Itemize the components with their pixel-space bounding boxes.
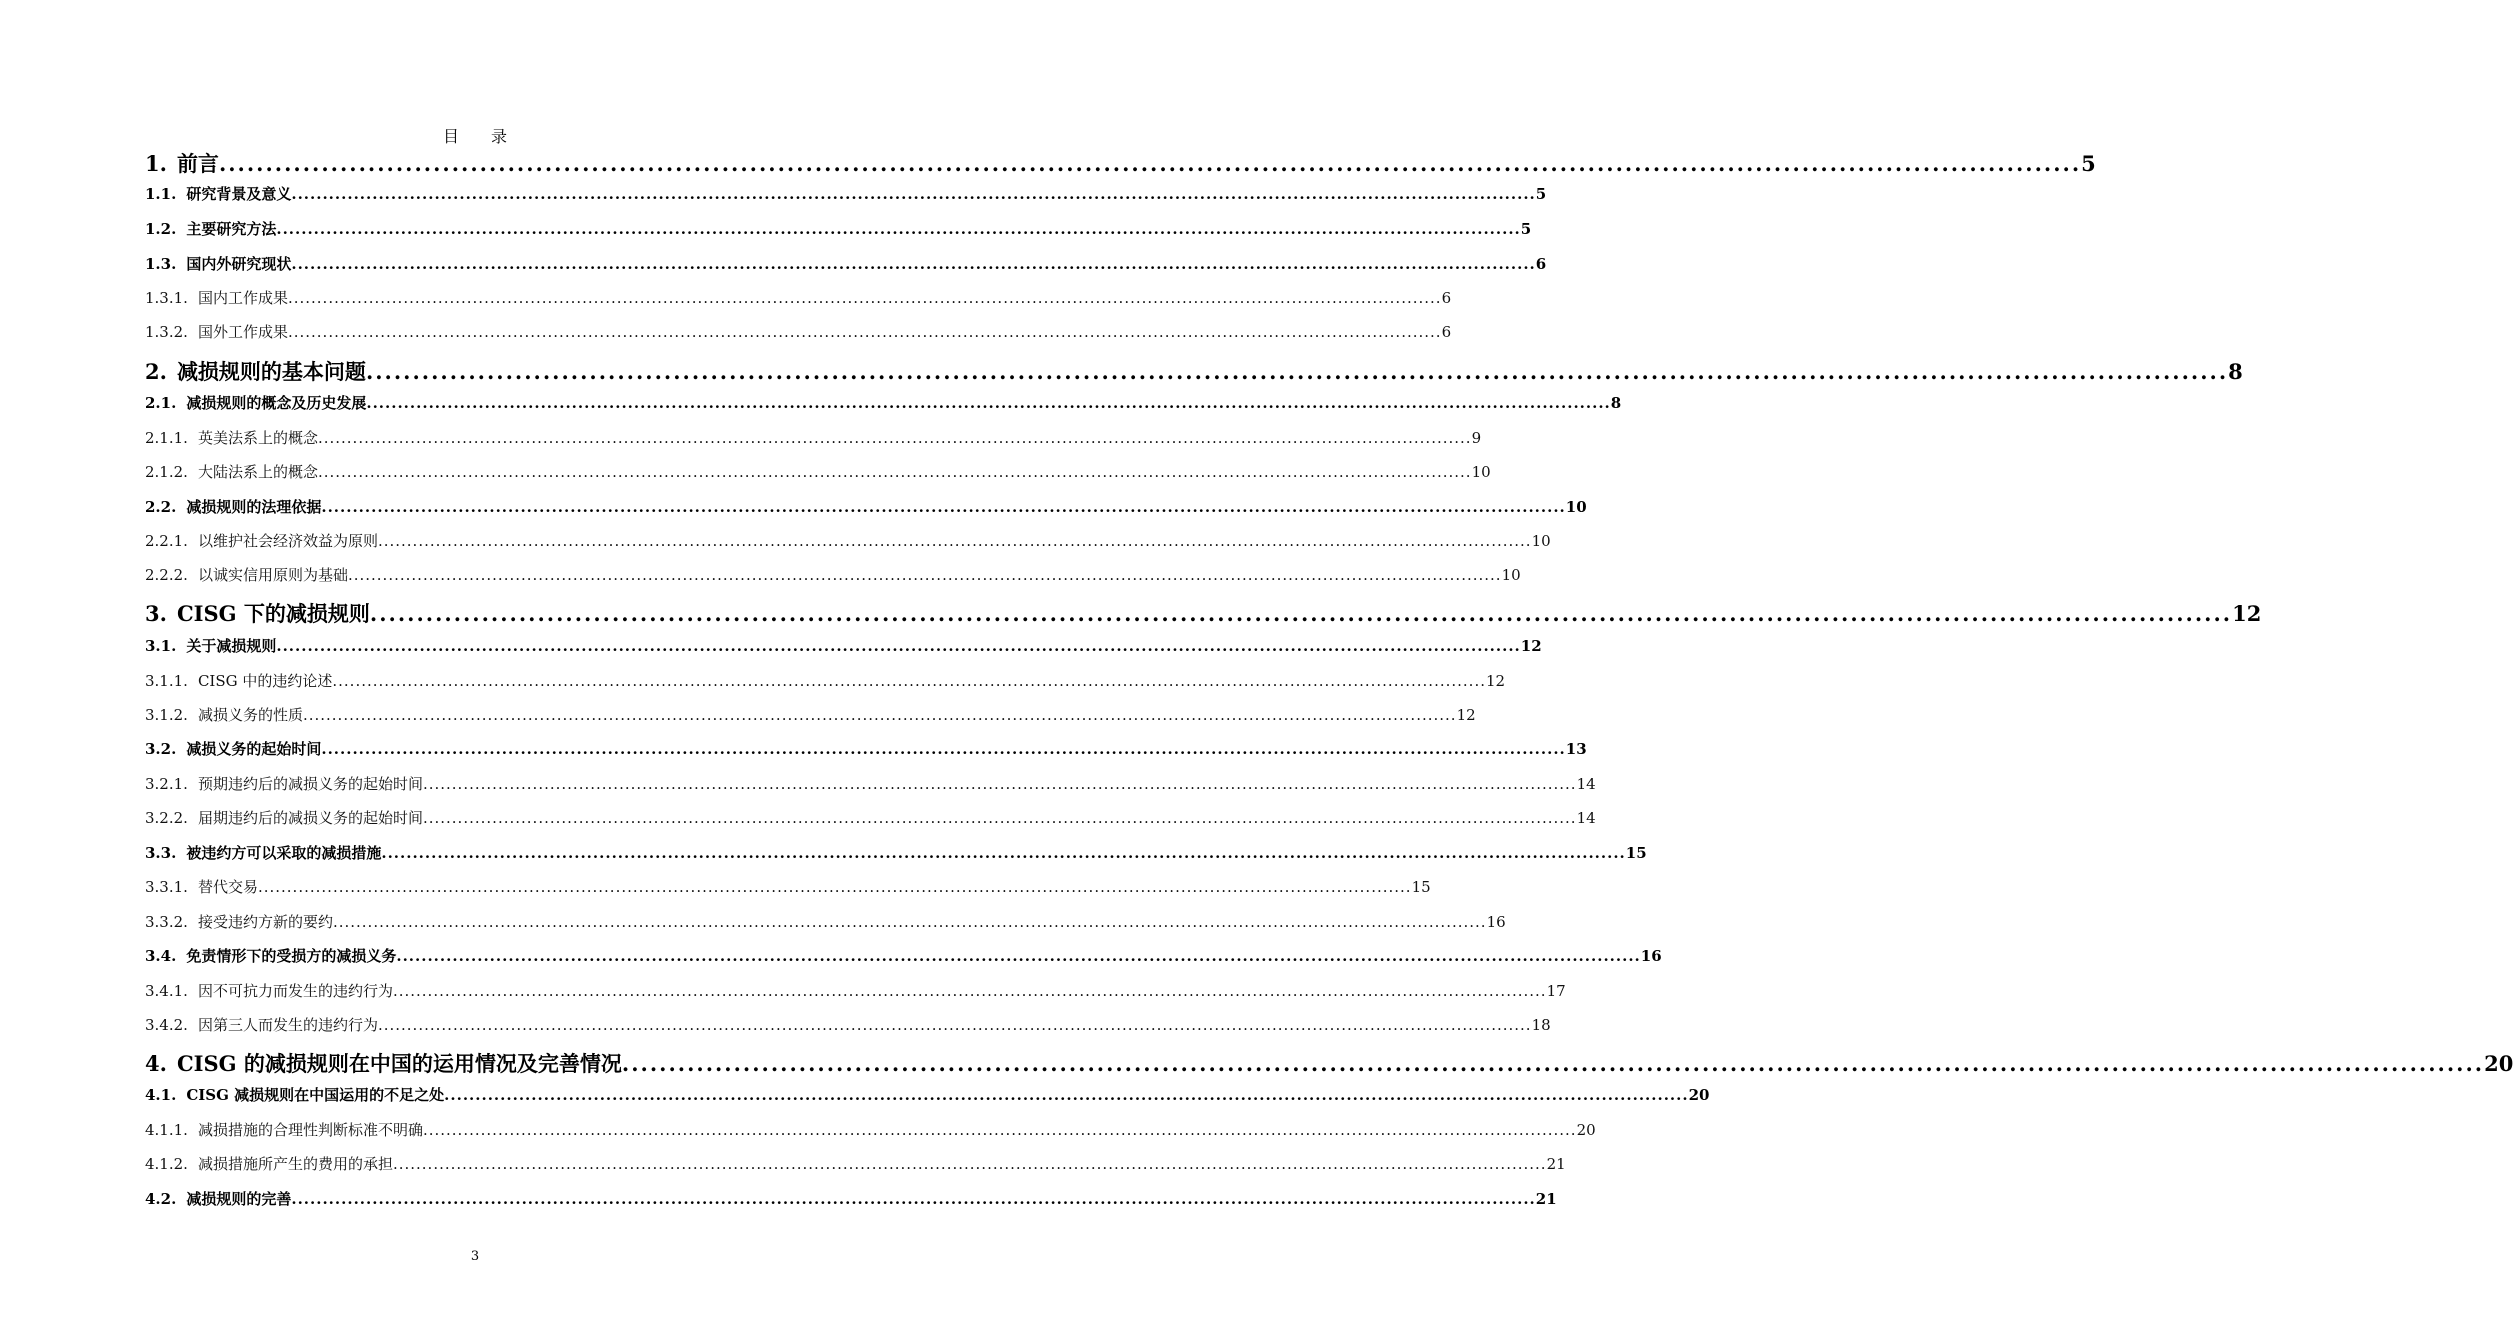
toc-leader-dots: ........................................................................................................................................................................................................ [392, 982, 1547, 1000]
toc-entry-page: 16 [1640, 947, 1662, 965]
toc-entry-page: 18 [1531, 1016, 1551, 1034]
toc-entry-level3[interactable] [145, 427, 1482, 451]
toc-entry-level3[interactable] [145, 704, 1476, 728]
toc-entry-number: 1.1. [145, 185, 177, 203]
toc-entry-label: 因第三人而发生的违约行为 [197, 1016, 378, 1034]
toc-entry-page: 12 [1486, 672, 1506, 690]
toc-leader-dots: ........................................................................................................................................................................................................ [377, 532, 1532, 550]
toc-entry-number: 2.2. [145, 498, 177, 516]
toc-entry-label: 预期违约后的减损义务的起始时间 [197, 775, 423, 793]
toc-entry-number: 2.2.2. [145, 566, 188, 584]
toc-entry-label: 减损义务的起始时间 [186, 740, 322, 758]
toc-entry-page: 15 [1411, 878, 1431, 896]
toc-entry-level3[interactable] [145, 911, 1506, 935]
toc-entry-label: 主要研究方法 [186, 220, 277, 238]
toc-entry-label: 国内工作成果 [197, 289, 288, 307]
toc-entry-level3[interactable] [145, 773, 1596, 797]
toc-entry-level1[interactable] [145, 1048, 2513, 1078]
toc-entry-number: 2.1.1. [145, 429, 188, 447]
toc-entry-page: 8 [1610, 394, 1622, 412]
toc-entry-level3[interactable] [145, 1153, 1566, 1177]
toc-leader-dots: ........................................................................................................................................................................................................ [422, 809, 1577, 827]
toc-title: 目 录 [442, 127, 507, 146]
toc-entry-page: 14 [1576, 775, 1596, 793]
toc-leader-dots: ........................................................................................................................................................................................................ [332, 913, 1487, 931]
toc-entry-number: 3.4. [145, 947, 177, 965]
toc-entry-number: 1.3.1. [145, 289, 188, 307]
toc-entry-level1[interactable] [145, 598, 2262, 628]
toc-entry-page: 10 [1531, 532, 1551, 550]
toc-entry-label: 英美法系上的概念 [197, 429, 318, 447]
page-number: 3 [470, 1249, 480, 1264]
toc-leader-dots: ........................................................................................................................................................................................................ [369, 601, 2233, 626]
toc-entry-page: 21 [1546, 1155, 1566, 1173]
toc-entry-number: 1.3. [145, 255, 177, 273]
toc-entry-label: 国外工作成果 [197, 323, 288, 341]
toc-entry-level1[interactable] [145, 356, 2243, 386]
toc-entry-label: 减损规则的法理依据 [186, 498, 322, 516]
toc-entry-number: 2.2.1. [145, 532, 188, 550]
toc-entry-number: 3.4.2. [145, 1016, 188, 1034]
toc-entry-level2[interactable] [145, 842, 1647, 866]
toc-entry-page: 12 [1456, 706, 1476, 724]
toc-entry-number: 3.4.1. [145, 982, 188, 1000]
toc-entry-level2[interactable] [145, 392, 1622, 416]
toc-entry-label: 减损规则的基本问题 [176, 359, 366, 384]
toc-entry-page: 12 [1520, 637, 1542, 655]
toc-entry-label: 研究背景及意义 [186, 185, 292, 203]
toc-entry-page: 12 [2232, 601, 2262, 626]
toc-entry-level3[interactable] [145, 461, 1491, 485]
toc-entry-number: 3.2. [145, 740, 177, 758]
toc-entry-label: CISG 下的减损规则 [176, 601, 370, 626]
toc-entry-number: 3. [145, 601, 167, 626]
toc-entry-label: 减损规则的概念及历史发展 [186, 394, 367, 412]
toc-leader-dots: ........................................................................................................................................................................................................ [321, 498, 1566, 516]
toc-entry-number: 3.2.2. [145, 809, 188, 827]
toc-entry-level2[interactable] [145, 183, 1547, 207]
toc-leader-dots: ........................................................................................................................................................................................................ [218, 151, 2082, 176]
toc-entry-page: 20 [1688, 1086, 1710, 1104]
toc-entry-level3[interactable] [145, 287, 1452, 311]
toc-entry-label: 以诚实信用原则为基础 [197, 566, 348, 584]
toc-entry-label: 替代交易 [197, 878, 258, 896]
toc-entry-number: 3.2.1. [145, 775, 188, 793]
toc-entry-number: 4.1.2. [145, 1155, 188, 1173]
toc-leader-dots: ........................................................................................................................................................................................................ [276, 637, 1521, 655]
toc-entry-page: 5 [1535, 185, 1547, 203]
toc-entry-page: 10 [1565, 498, 1587, 516]
toc-entry-label: 前言 [176, 151, 219, 176]
toc-entry-page: 5 [2081, 151, 2096, 176]
toc-leader-dots: ........................................................................................................................................................................................................ [396, 947, 1641, 965]
toc-leader-dots: ........................................................................................................................................................................................................ [621, 1051, 2485, 1076]
toc-entry-page: 17 [1546, 982, 1566, 1000]
toc-entry-number: 4.1. [145, 1086, 177, 1104]
toc-leader-dots: ........................................................................................................................................................................................................ [287, 289, 1442, 307]
toc-leader-dots: ........................................................................................................................................................................................................ [287, 323, 1442, 341]
toc-entry-number: 4.2. [145, 1190, 177, 1208]
toc-entry-level2[interactable] [145, 253, 1547, 277]
toc-leader-dots: ........................................................................................................................................................................................................ [332, 672, 1486, 690]
toc-entry-label: CISG 的减损规则在中国的运用情况及完善情况 [176, 1051, 622, 1076]
toc-leader-dots: ........................................................................................................................................................................................................ [317, 463, 1472, 481]
toc-entry-number: 1.2. [145, 220, 177, 238]
toc-entry-label: 因不可抗力而发生的违约行为 [197, 982, 393, 1000]
toc-leader-dots: ........................................................................................................................................................................................................ [317, 429, 1472, 447]
toc-entry-page: 10 [1501, 566, 1521, 584]
toc-entry-page: 5 [1520, 220, 1532, 238]
toc-entry-page: 6 [1441, 289, 1452, 307]
toc-entry-number: 1. [145, 151, 167, 176]
toc-entry-level3[interactable] [145, 1119, 1596, 1143]
toc-entry-label: 以维护社会经济效益为原则 [197, 532, 378, 550]
toc-entry-level2[interactable] [145, 738, 1587, 762]
toc-entry-label: CISG 减损规则在中国运用的不足之处 [186, 1086, 445, 1104]
toc-entry-page: 21 [1535, 1190, 1557, 1208]
toc-entry-level2[interactable] [145, 496, 1587, 520]
toc-entry-level3[interactable] [145, 807, 1596, 831]
toc-entry-level2[interactable] [145, 635, 1542, 659]
toc-entry-label: 免责情形下的受损方的减损义务 [186, 947, 397, 965]
toc-leader-dots: ........................................................................................................................................................................................................ [291, 255, 1536, 273]
toc-leader-dots: ........................................................................................................................................................................................................ [377, 1016, 1532, 1034]
toc-leader-dots: ........................................................................................................................................................................................................ [276, 220, 1521, 238]
toc-entry-level3[interactable] [145, 1014, 1551, 1038]
toc-leader-dots: ........................................................................................................................................................................................................ [381, 844, 1626, 862]
toc-entry-label: 大陆法系上的概念 [197, 463, 318, 481]
toc-leader-dots: ........................................................................................................................................................................................................ [347, 566, 1502, 584]
toc-entry-label: 届期违约后的减损义务的起始时间 [197, 809, 423, 827]
toc-entry-level2[interactable] [145, 218, 1532, 242]
toc-entry-level2[interactable] [145, 1084, 1710, 1108]
toc-entry-level3[interactable] [145, 321, 1452, 345]
toc-entry-label: 关于减损规则 [186, 637, 277, 655]
toc-entry-page: 10 [1471, 463, 1491, 481]
toc-entry-page: 16 [1486, 913, 1506, 931]
toc-entry-page: 15 [1625, 844, 1647, 862]
toc-entry-label: CISG 中的违约论述 [197, 672, 333, 690]
toc-entry-level3[interactable] [145, 530, 1551, 554]
toc-entry-number: 2.1. [145, 394, 177, 412]
toc-entry-page: 20 [1576, 1121, 1596, 1139]
toc-entry-number: 4.1.1. [145, 1121, 188, 1139]
toc-entry-label: 减损义务的性质 [197, 706, 303, 724]
toc-entry-number: 2.1.2. [145, 463, 188, 481]
toc-entry-number: 3.3. [145, 844, 177, 862]
toc-entry-page: 20 [2484, 1051, 2513, 1076]
toc-leader-dots: ........................................................................................................................................................................................................ [302, 706, 1457, 724]
toc-entry-page: 9 [1471, 429, 1482, 447]
toc-entry-page: 6 [1535, 255, 1547, 273]
toc-leader-dots: ........................................................................................................................................................................................................ [257, 878, 1412, 896]
toc-leader-dots: ........................................................................................................................................................................................................ [321, 740, 1566, 758]
toc-entry-level3[interactable] [145, 564, 1521, 588]
toc-entry-label: 国内外研究现状 [186, 255, 292, 273]
toc-entry-number: 2. [145, 359, 167, 384]
toc-leader-dots: ........................................................................................................................................................................................................ [444, 1086, 1689, 1104]
toc-entry-page: 13 [1565, 740, 1587, 758]
toc-leader-dots: ........................................................................................................................................................................................................ [291, 185, 1536, 203]
toc-leader-dots: ........................................................................................................................................................................................................ [365, 359, 2229, 384]
toc-entry-number: 3.3.2. [145, 913, 188, 931]
toc-entry-level2[interactable] [145, 1188, 1557, 1212]
toc-entry-number: 3.1. [145, 637, 177, 655]
toc-entry-number: 3.1.1. [145, 672, 188, 690]
toc-entry-level3[interactable] [145, 980, 1566, 1004]
toc-leader-dots: ........................................................................................................................................................................................................ [422, 1121, 1577, 1139]
toc-entry-label: 接受违约方新的要约 [197, 913, 333, 931]
toc-entry-level2[interactable] [145, 945, 1662, 969]
toc-entry-page: 8 [2228, 359, 2243, 384]
toc-entry-page: 6 [1441, 323, 1452, 341]
toc-entry-number: 3.1.2. [145, 706, 188, 724]
toc-entry-label: 减损措施所产生的费用的承担 [197, 1155, 393, 1173]
toc-leader-dots: ........................................................................................................................................................................................................ [422, 775, 1577, 793]
toc-entry-page: 14 [1576, 809, 1596, 827]
toc-entry-level1[interactable] [145, 148, 2096, 178]
toc-entry-label: 减损措施的合理性判断标准不明确 [197, 1121, 423, 1139]
toc-entry-number: 4. [145, 1051, 167, 1076]
toc-leader-dots: ........................................................................................................................................................................................................ [291, 1190, 1536, 1208]
toc-entry-number: 3.3.1. [145, 878, 188, 896]
toc-entry-label: 减损规则的完善 [186, 1190, 292, 1208]
toc-leader-dots: ........................................................................................................................................................................................................ [392, 1155, 1547, 1173]
toc-leader-dots: ........................................................................................................................................................................................................ [366, 394, 1611, 412]
toc-entry-level3[interactable] [145, 876, 1431, 900]
toc-entry-label: 被违约方可以采取的减损措施 [186, 844, 382, 862]
toc-entry-number: 1.3.2. [145, 323, 188, 341]
toc-entry-level3[interactable] [145, 670, 1506, 694]
